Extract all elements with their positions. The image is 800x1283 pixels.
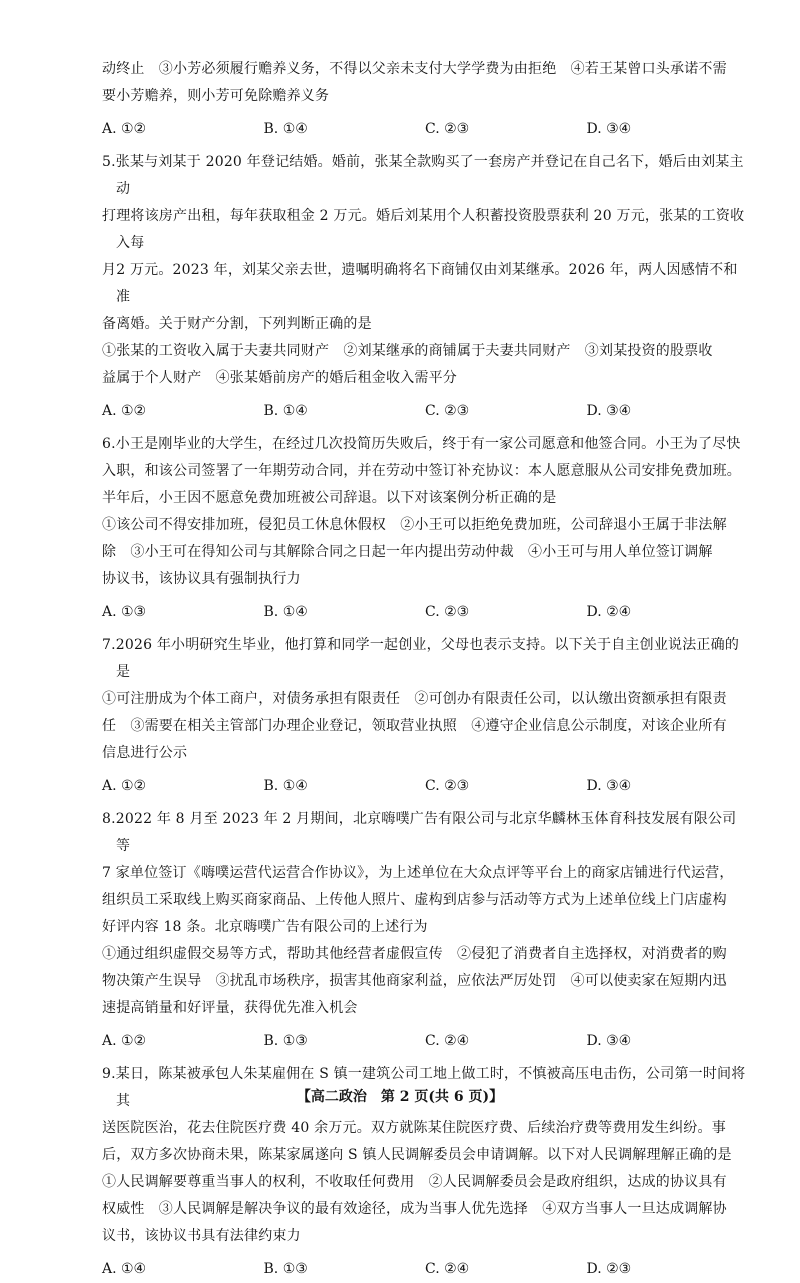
option-a: A. ①② bbox=[102, 403, 147, 419]
question-line: 好评内容 18 条。北京嗨噗广告有限公司的上述行为 bbox=[102, 919, 428, 935]
question-line: 月2 万元。2023 年，刘某父亲去世，遗嘱明确将名下商铺仅由刘某继承。2026 年，两人因感情不和准 bbox=[102, 262, 738, 305]
option-d: D. ③④ bbox=[586, 403, 632, 419]
question-line: 5.张某与刘某于 2020 年登记结婚。婚前，张某全款购买了一套房产并登记在自己名下，婚后由刘某主动 bbox=[102, 154, 744, 197]
question-line: 速提高销量和好评量，获得优先准入机会 bbox=[102, 1000, 358, 1016]
question-line: 入职，和该公司签署了一年期劳动合同，并在劳动中签订补充协议：本人愿意服从公司安排免费加班。 bbox=[102, 463, 741, 479]
question-line: 送医院医治，花去住院医疗费 40 余万元。双方就陈某住院医疗费、后续治疗费等费用发生纠纷。事 bbox=[102, 1120, 726, 1136]
option-d: D. ②③ bbox=[586, 1261, 632, 1277]
question-line: ①该公司不得安排加班，侵犯员工休息休假权 ②小王可以拒绝免费加班，公司辞退小王属于非法解 bbox=[102, 517, 727, 533]
question-line: 信息进行公示 bbox=[102, 745, 188, 761]
question-8 bbox=[102, 806, 748, 1022]
question-line: 除 ③小王可在得知公司与其解除合同之日起一年内提出劳动仲裁 ④小王可与用人单位签订调解 bbox=[102, 544, 713, 560]
question-line: ①人民调解要尊重当事人的权利，不收取任何费用 ②人民调解委员会是政府组织，达成的协议具有 bbox=[102, 1174, 727, 1190]
question-line: 后，双方多次协商未果，陈某家属遂向 S 镇人民调解委员会申请调解。以下对人民调解理解正确的是 bbox=[102, 1147, 732, 1163]
option-a: A. ①④ bbox=[102, 1261, 147, 1277]
option-b: B. ①③ bbox=[263, 1033, 308, 1049]
option-b: B. ①④ bbox=[263, 403, 308, 419]
question-7 bbox=[102, 632, 748, 767]
option-a: A. ①② bbox=[102, 778, 147, 794]
option-c: C. ②③ bbox=[425, 604, 470, 620]
option-b: B. ①④ bbox=[263, 604, 308, 620]
question-line: ①可注册成为个体工商户，对债务承担有限责任 ②可创办有限责任公司，以认缴出资额承担有限责 bbox=[102, 691, 727, 707]
option-a: A. ①③ bbox=[102, 604, 147, 620]
option-a: A. ①② bbox=[102, 121, 147, 137]
page-footer: 【高二政治 第 2 页(共 6 页)】 bbox=[296, 1089, 504, 1105]
question-line: 打理将该房产出租，每年获取租金 2 万元。婚后刘某用个人积蓄投资股票获利 20 万元，张某的工资收入每 bbox=[102, 208, 745, 251]
question-line: 物决策产生误导 ③扰乱市场秩序，损害其他商家利益，应依法严厉处罚 ④可以使卖家在短期内迅 bbox=[102, 973, 727, 989]
question-line: ①张某的工资收入属于夫妻共同财产 ②刘某继承的商铺属于夫妻共同财产 ③刘某投资的股票收 bbox=[102, 343, 713, 359]
answer-options bbox=[102, 1028, 748, 1055]
option-c: C. ②③ bbox=[425, 403, 470, 419]
option-c: C. ②③ bbox=[425, 778, 470, 794]
question-line: 7.2026 年小明研究生毕业，他打算和同学一起创业，父母也表示支持。以下关于自主创业说法正确的是 bbox=[102, 637, 740, 680]
question-line: 7 家单位签订《嗨噗运营代运营合作协议》，为上述单位在大众点评等平台上的商家店铺进行代运营， bbox=[102, 865, 734, 881]
option-b: B. ①③ bbox=[263, 1261, 308, 1277]
option-a: A. ①② bbox=[102, 1033, 147, 1049]
answer-options bbox=[102, 116, 748, 143]
question-line: 组织员工采取线上购买商家商品、上传他人照片、虚构到店参与活动等方式为上述单位线上门店虚构 bbox=[102, 892, 727, 908]
question-line: ①通过组织虚假交易等方式，帮助其他经营者虚假宣传 ②侵犯了消费者自主选择权，对消费者的购 bbox=[102, 946, 727, 962]
question-4-continued bbox=[102, 56, 748, 143]
question-line: 议书，该协议书具有法律约束力 bbox=[102, 1228, 301, 1244]
option-d: D. ③④ bbox=[586, 778, 632, 794]
option-d: D. ③④ bbox=[586, 121, 632, 137]
question-line: 任 ③需要在相关主管部门办理企业登记，领取营业执照 ④遵守企业信息公示制度，对该企业所有 bbox=[102, 718, 727, 734]
answer-options bbox=[102, 398, 748, 425]
option-d: D. ③④ bbox=[586, 1033, 632, 1049]
question-line: 权威性 ③人民调解是解决争议的最有效途径，成为当事人优先选择 ④双方当事人一旦达成调解协 bbox=[102, 1201, 727, 1217]
question-line: 协议书，该协议具有强制执行力 bbox=[102, 571, 301, 587]
answer-options bbox=[102, 1256, 748, 1283]
question-line: 8.2022 年 8 月至 2023 年 2 月期间，北京嗨噗广告有限公司与北京华麟林玉体育科技发展有限公司等 bbox=[102, 811, 737, 854]
option-c: C. ②④ bbox=[425, 1261, 470, 1277]
question-5 bbox=[102, 149, 748, 392]
question-line: 要小芳赡养，则小芳可免除赡养义务 bbox=[102, 88, 330, 104]
answer-options bbox=[102, 773, 748, 800]
question-6 bbox=[102, 431, 748, 593]
question-line: 6.小王是刚毕业的大学生，在经过几次投简历失败后，终于有一家公司愿意和他签合同。小王为了尽快 bbox=[102, 436, 741, 452]
question-line: 备离婚。关于财产分割，下列判断正确的是 bbox=[102, 316, 372, 332]
question-line: 益属于个人财产 ④张某婚前房产的婚后租金收入需平分 bbox=[102, 370, 457, 386]
option-c: C. ②④ bbox=[425, 1033, 470, 1049]
option-b: B. ①④ bbox=[263, 121, 308, 137]
option-c: C. ②③ bbox=[425, 121, 470, 137]
answer-options bbox=[102, 599, 748, 626]
question-line: 9.某日，陈某被承包人朱某雇佣在 S 镇一建筑公司工地上做工时，不慎被高压电击伤，公司第一时间将其 bbox=[102, 1066, 746, 1109]
question-line: 半年后，小王因不愿意免费加班被公司辞退。以下对该案例分析正确的是 bbox=[102, 490, 557, 506]
option-d: D. ②④ bbox=[586, 604, 632, 620]
option-b: B. ①④ bbox=[263, 778, 308, 794]
question-line: 动终止 ③小芳必须履行赡养义务，不得以父亲未支付大学学费为由拒绝 ④若王某曾口头承诺不需 bbox=[102, 61, 727, 77]
